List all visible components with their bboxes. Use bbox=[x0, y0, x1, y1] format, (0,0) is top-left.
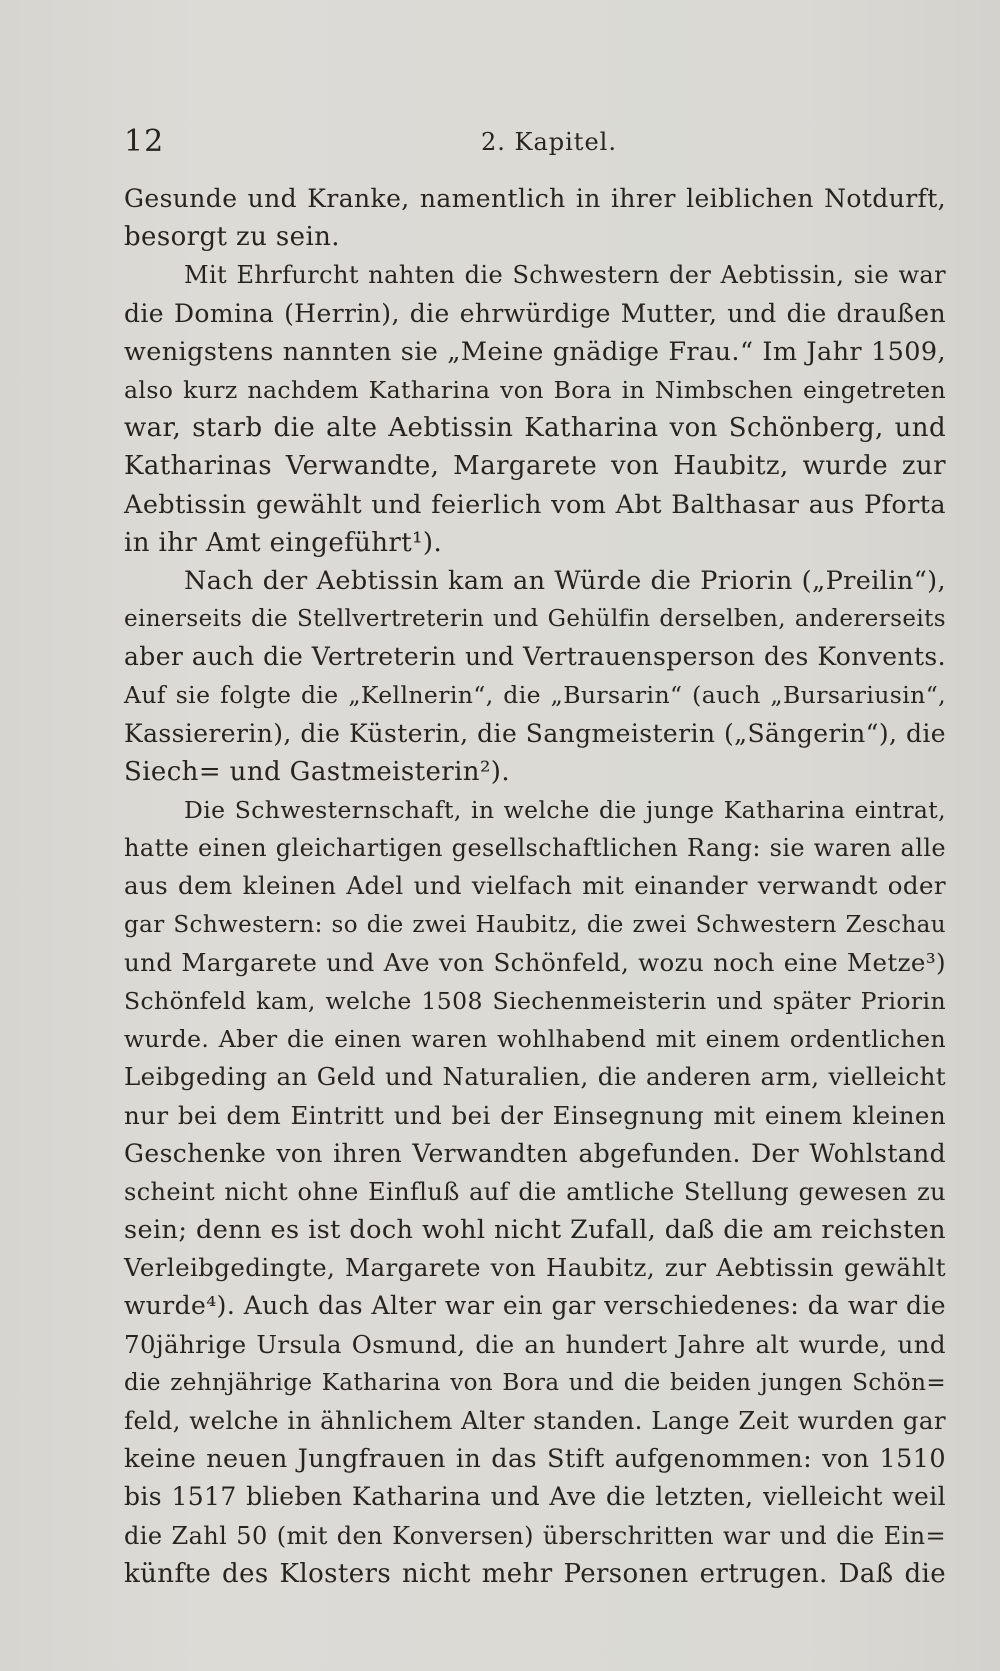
text-line: bis 1517 blieben Katharina und Ave die letzten, vielleicht weil bbox=[124, 1482, 946, 1512]
text-line: in ihr Amt eingeführt¹). bbox=[124, 527, 443, 558]
text-line: Nach der Aebtissin kam an Würde die Priorin („Preilin“), bbox=[184, 565, 946, 596]
text-line: sein; denn es ist doch wohl nicht Zufall, daß die am reichsten bbox=[124, 1215, 946, 1246]
text-line: wenigstens nannten sie „Meine gnädige Frau.“ Im Jahr 1509, bbox=[124, 336, 946, 367]
text-line: hatte einen gleichartigen gesellschaftlichen Rang: sie waren alle bbox=[124, 834, 946, 863]
text-line: aber auch die Vertreterin und Vertrauensperson des Konvents. bbox=[124, 642, 946, 672]
text-line: einerseits die Stellvertreterin und Gehülfin derselben, andererseits bbox=[124, 606, 946, 633]
text-line: also kurz nachdem Katharina von Bora in Nimbschen eingetreten bbox=[124, 375, 946, 404]
text-line: Schönfeld kam, welche 1508 Siechenmeisterin und später Priorin bbox=[124, 986, 946, 1015]
text-line: aus dem kleinen Adel und vielfach mit einander verwandt oder bbox=[124, 871, 946, 901]
text-line: feld, welche in ähnlichem Alter standen. Lange Zeit wurden gar bbox=[124, 1406, 946, 1435]
text-line: Leibgeding an Geld und Naturalien, die anderen arm, vielleicht bbox=[124, 1062, 946, 1092]
page-header bbox=[124, 124, 944, 164]
text-line: Gesunde und Kranke, namentlich in ihrer leiblichen Notdurft, bbox=[124, 184, 946, 213]
text-line: und Margarete und Ave von Schönfeld, wozu noch eine Metze³) bbox=[124, 947, 946, 977]
text-line: keine neuen Jungfrauen in das Stift aufgenommen: von 1510 bbox=[124, 1444, 946, 1475]
text-line: wurde. Aber die einen waren wohlhabend mit einem ordentlichen bbox=[124, 1025, 946, 1054]
text-line: Kassiererin), die Küsterin, die Sangmeisterin („Sängerin“), die bbox=[124, 718, 946, 748]
text-line: die Domina (Herrin), die ehrwürdige Mutter, und die draußen bbox=[124, 298, 946, 328]
text-line: 70jährige Ursula Osmund, die an hundert Jahre alt wurde, und bbox=[124, 1329, 946, 1359]
text-line: die Zahl 50 (mit den Konversen) überschritten war und die Ein= bbox=[124, 1521, 946, 1550]
running-head: 2. Kapitel. bbox=[481, 128, 617, 156]
text-line: nur bei dem Eintritt und bei der Einsegnung mit einem kleinen bbox=[124, 1100, 946, 1130]
text-line: die zehnjährige Katharina von Bora und die beiden jungen Schön= bbox=[124, 1369, 946, 1396]
page-number: 12 bbox=[124, 124, 165, 159]
text-line: Verleibgedingte, Margarete von Haubitz, zur Aebtissin gewählt bbox=[124, 1253, 946, 1283]
text-line: Mit Ehrfurcht nahten die Schwestern der Aebtissin, sie war bbox=[184, 261, 946, 290]
body-text bbox=[124, 180, 946, 1593]
text-line: war, starb die alte Aebtissin Katharina von Schönberg, und bbox=[124, 413, 946, 444]
text-line: wurde⁴). Auch das Alter war ein gar verschiedenes: da war die bbox=[124, 1291, 946, 1321]
text-line: besorgt zu sein. bbox=[124, 222, 340, 253]
text-line: gar Schwestern: so die zwei Haubitz, die zwei Schwestern Zeschau bbox=[124, 911, 946, 938]
text-line: Aebtissin gewählt und feierlich vom Abt Balthasar aus Pforta bbox=[124, 489, 946, 520]
text-line: Geschenke von ihren Verwandten abgefunden. Der Wohlstand bbox=[124, 1138, 946, 1168]
text-line: scheint nicht ohne Einfluß auf die amtliche Stellung gewesen zu bbox=[124, 1177, 946, 1206]
text-line: Die Schwesternschaft, in welche die junge Katharina eintrat, bbox=[184, 796, 946, 824]
text-line: Siech= und Gastmeisterin²). bbox=[124, 756, 510, 787]
text-line: Katharinas Verwandte, Margarete von Haubitz, wurde zur bbox=[124, 451, 946, 482]
text-line: Auf sie folgte die „Kellnerin“, die „Bursarin“ (auch „Bursariusin“, bbox=[124, 681, 946, 710]
text-line: künfte des Klosters nicht mehr Personen ertrugen. Daß die bbox=[124, 1558, 946, 1589]
